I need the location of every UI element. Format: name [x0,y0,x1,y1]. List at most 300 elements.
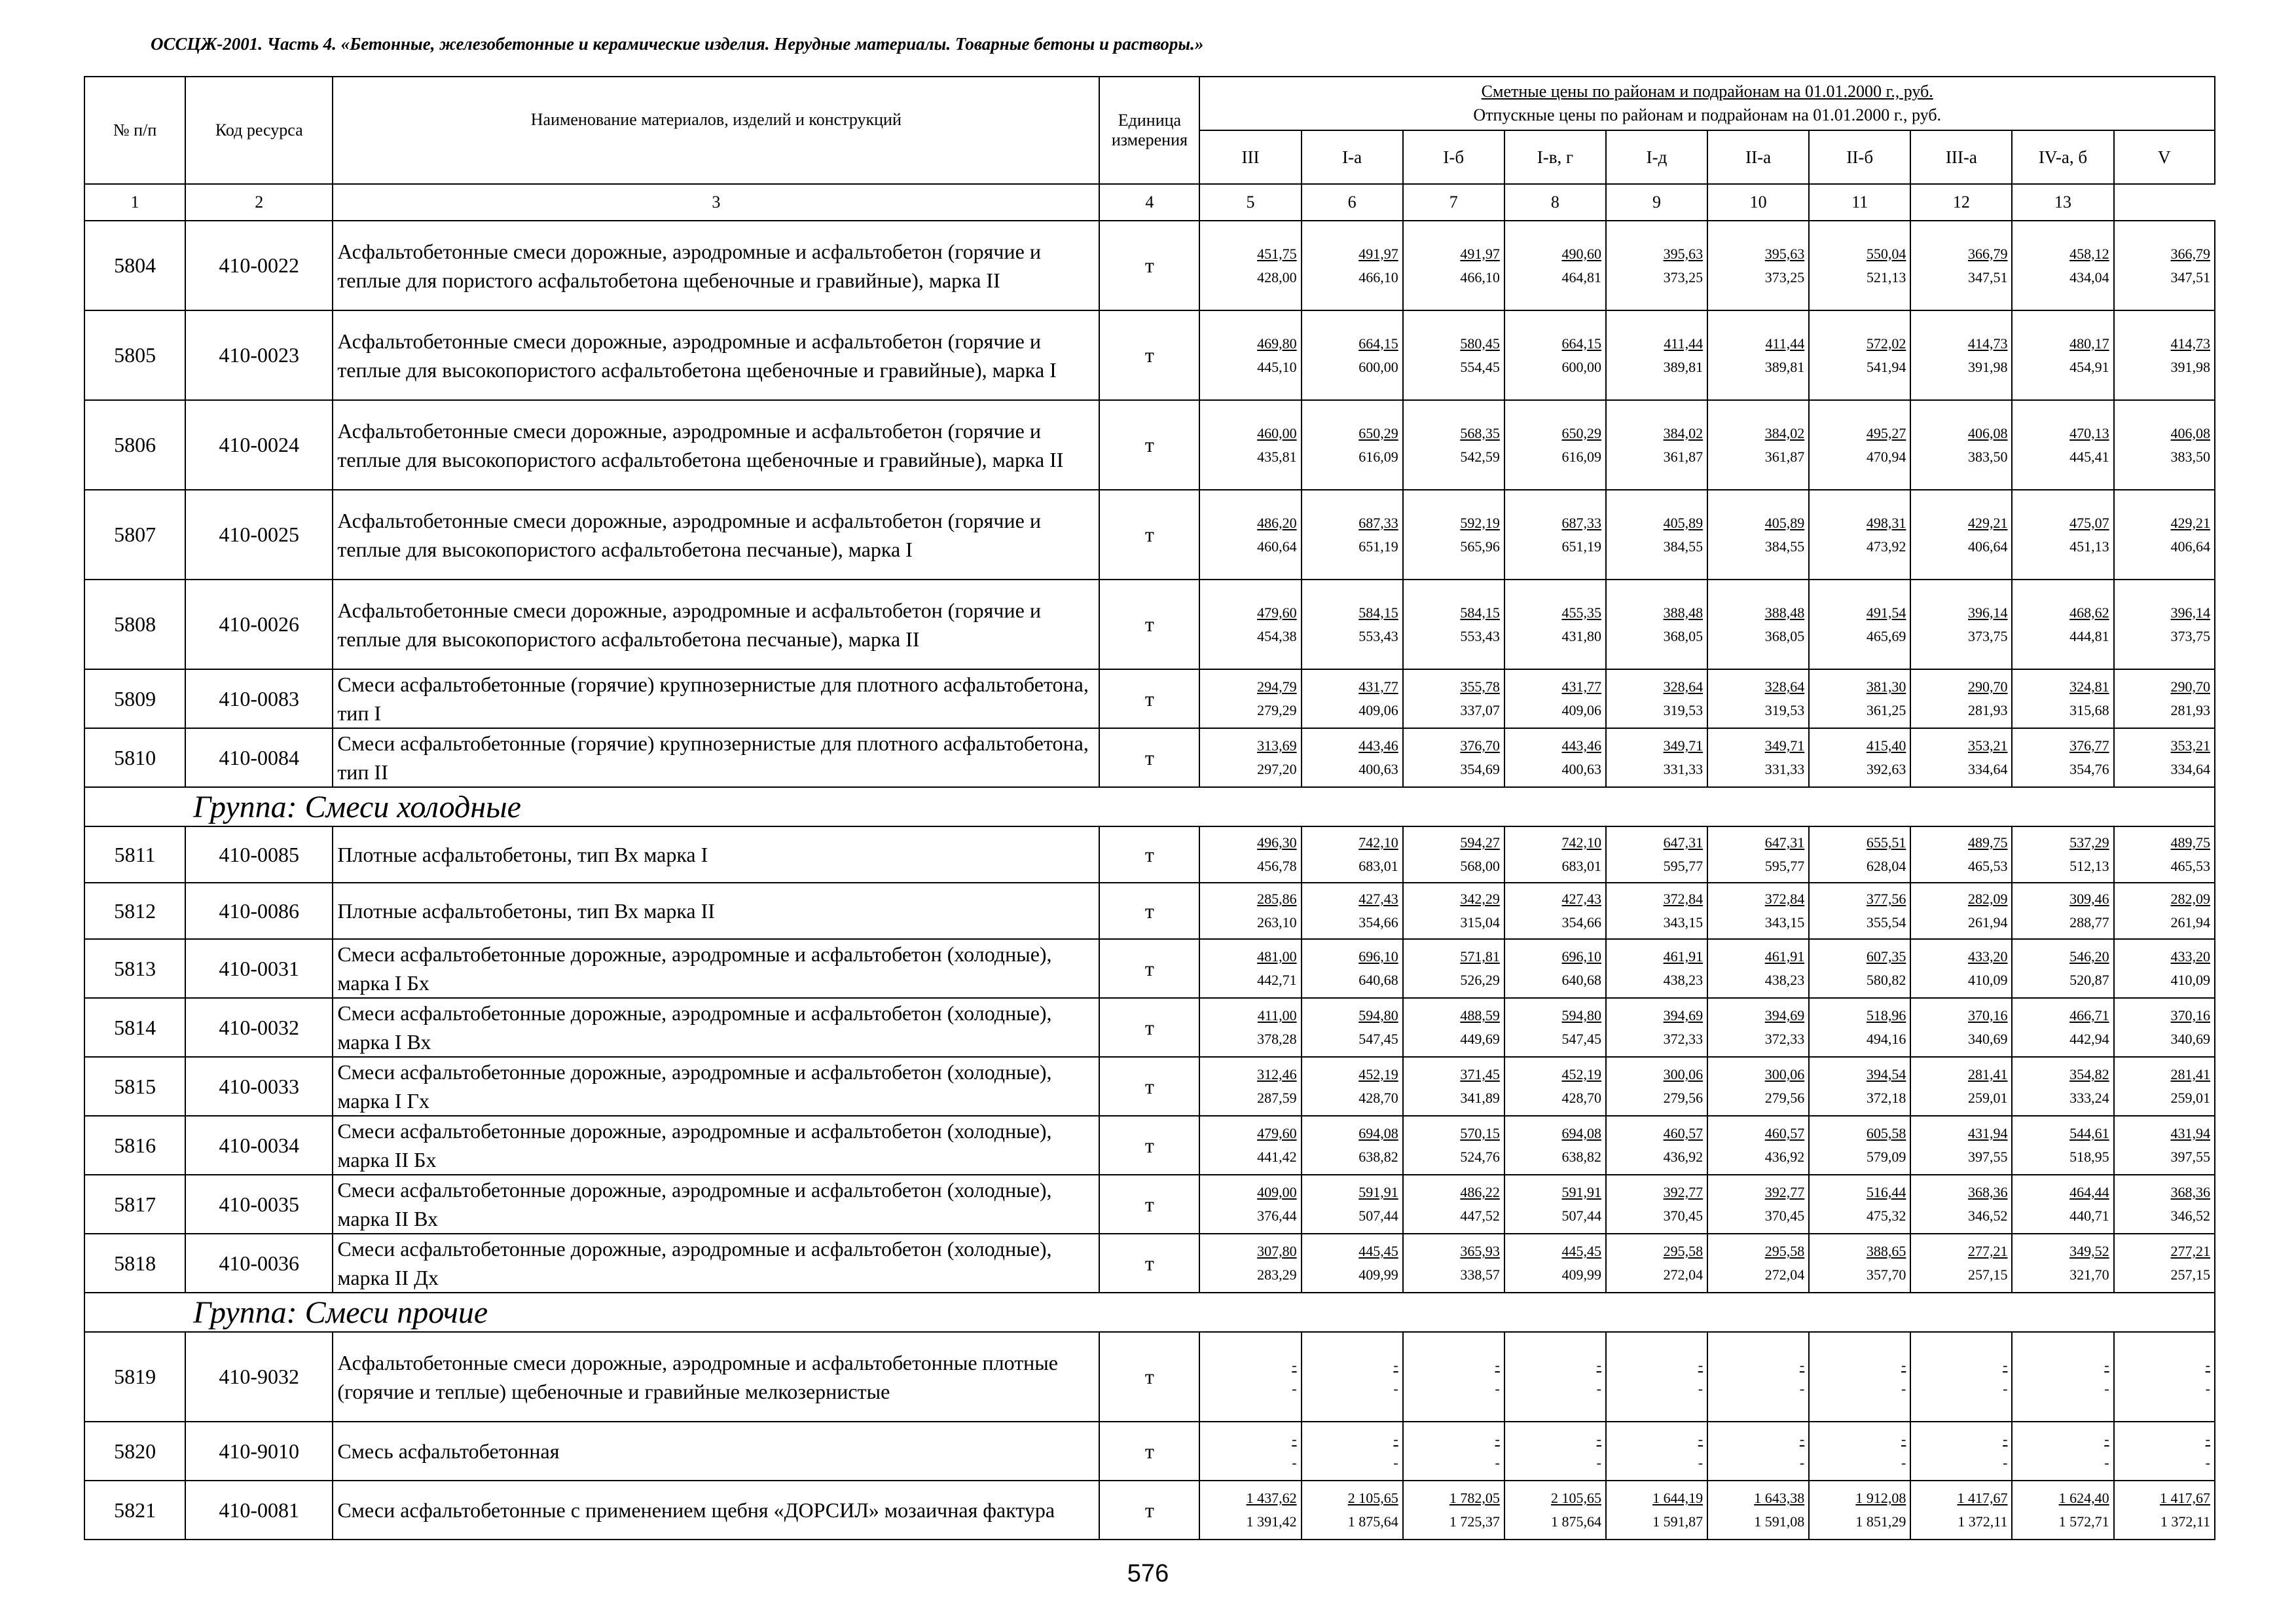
release-price: 297,20 [1257,761,1297,777]
release-price: 445,41 [2069,448,2109,465]
price-cell [1199,221,1301,310]
estimate-price: 295,58 [1663,1243,1704,1259]
table-row [84,1422,2215,1481]
release-price: 354,66 [1561,914,1601,931]
price-cell [1302,826,1403,883]
price-cell [1302,669,1403,728]
release-price: 343,15 [1663,914,1704,931]
estimate-price: 694,08 [1358,1125,1398,1141]
unit: т [1099,1057,1199,1116]
release-price: 651,19 [1358,538,1398,555]
release-price: 553,43 [1358,627,1398,644]
release-price: 600,00 [1561,358,1601,375]
unit: т [1099,1234,1199,1293]
release-price: - [2003,1454,2008,1471]
price-cell [1199,400,1301,490]
release-price: 494,16 [1866,1031,1906,1047]
price-cell [1606,669,1707,728]
unit: т [1099,400,1199,490]
price-cell [1302,1422,1403,1481]
estimate-price: 368,36 [2170,1184,2210,1200]
estimate-price: 647,31 [1663,834,1704,851]
release-price: 368,05 [1764,627,1805,644]
resource-code: 410-0032 [185,998,333,1057]
estimate-price: 309,46 [2069,891,2109,907]
release-price: 465,69 [1866,627,1906,644]
estimate-price: 489,75 [1967,834,2008,851]
column-number: 5 [1199,184,1301,221]
release-price: 315,68 [2069,702,2109,718]
resource-code: 410-0023 [185,310,333,400]
estimate-price: 664,15 [1561,335,1601,352]
release-price: 1 591,87 [1652,1513,1704,1530]
estimate-price: 431,77 [1561,678,1601,695]
price-cell [1707,826,1809,883]
estimate-price: 376,77 [2069,737,2109,754]
price-cell [1403,1057,1504,1116]
price-cell [1707,1481,1809,1540]
release-price: 319,53 [1764,702,1805,718]
price-cell [2012,826,2113,883]
estimate-price: 355,78 [1460,678,1500,695]
estimate-price: - [2003,1431,2008,1447]
price-cell [2012,669,2113,728]
release-price: - [1495,1454,1500,1471]
release-price: 354,76 [2069,761,2109,777]
estimate-price: 349,71 [1663,737,1704,754]
material-name: Асфальтобетонные смеси дорожные, аэродромные и асфальтобетон (горячие и теплые для высокопористого асфальтобетона щебеночные и гравийные), марка II [333,400,1099,490]
table-row [84,221,2215,310]
price-cell [1199,490,1301,580]
price-cell [1504,1175,1606,1234]
release-price: 507,44 [1561,1208,1601,1224]
release-price: 338,57 [1460,1266,1500,1283]
estimate-price: - [1292,1431,1297,1447]
price-cell [1809,1422,1910,1481]
region-header: IV-а, б [2012,130,2113,184]
estimate-price: 694,08 [1561,1125,1601,1141]
region-header: III-а [1910,130,2012,184]
release-price: 428,70 [1358,1090,1398,1106]
resource-code: 410-0022 [185,221,333,310]
release-price: 600,00 [1358,358,1398,375]
price-cell [1403,728,1504,787]
release-price: 279,56 [1764,1090,1805,1106]
estimate-price: 687,33 [1561,514,1601,531]
price-cell [1809,1057,1910,1116]
price-cell [1707,998,1809,1057]
release-price: 406,64 [1967,538,2008,555]
price-cell [1403,939,1504,998]
estimate-price: 498,31 [1866,514,1906,531]
header-prices-release: Отпускные цены по районам и подрайонам на 01.01.2000 г., руб. [1473,105,1942,124]
release-price: 454,38 [1257,627,1297,644]
estimate-price: 388,48 [1764,604,1805,621]
release-price: 466,10 [1358,268,1398,286]
estimate-price: 489,75 [2170,834,2210,851]
estimate-price: 394,69 [1764,1007,1805,1024]
price-cell [1403,998,1504,1057]
table-body [84,221,2215,1540]
estimate-price: 300,06 [1663,1066,1704,1082]
release-price: 438,23 [1764,972,1805,988]
price-cell [1606,1234,1707,1293]
release-price: 526,29 [1460,972,1500,988]
price-cell [2114,580,2215,669]
table-row [84,1057,2215,1116]
release-price: 331,33 [1764,761,1805,777]
price-cell [1504,998,1606,1057]
estimate-price: 2 105,65 [1347,1490,1398,1506]
price-cell [2114,939,2215,998]
resource-code: 410-9010 [185,1422,333,1481]
price-cell [1302,939,1403,998]
release-price: 409,06 [1358,702,1398,718]
estimate-price: 468,62 [2069,604,2109,621]
release-price: - [1698,1454,1704,1471]
price-cell [1707,939,1809,998]
estimate-price: 655,51 [1866,834,1906,851]
estimate-price: 516,44 [1866,1184,1906,1200]
price-cell [1606,580,1707,669]
release-price: 507,44 [1358,1208,1398,1224]
price-cell [2012,1234,2113,1293]
estimate-price: 406,08 [2170,424,2210,441]
estimate-price: - [2003,1356,2008,1373]
column-number: 3 [333,184,1099,221]
estimate-price: 571,81 [1460,948,1500,965]
unit: т [1099,998,1199,1057]
region-header: III [1199,130,1301,184]
price-cell [1199,998,1301,1057]
estimate-price: 455,35 [1561,604,1601,621]
estimate-price: 366,79 [2170,245,2210,262]
estimate-price: 411,44 [1765,335,1805,352]
estimate-price: 395,63 [1764,245,1805,262]
estimate-price: - [1292,1356,1297,1373]
price-cell [1302,1332,1403,1422]
release-price: 376,44 [1257,1208,1297,1224]
price-cell [1707,1234,1809,1293]
estimate-price: 664,15 [1358,335,1398,352]
release-price: 361,25 [1866,702,1906,718]
material-name: Асфальтобетонные смеси дорожные, аэродромные и асфальтобетонные плотные (горячие и теплые) щебеночные и гравийные мелкозернистые [333,1332,1099,1422]
estimate-price: 411,00 [1257,1007,1297,1024]
estimate-price: 376,70 [1460,737,1500,754]
material-name: Смеси асфальтобетонные (горячие) крупнозернистые для плотного асфальтобетона, тип I [333,669,1099,728]
price-cell [1302,400,1403,490]
release-price: 361,87 [1764,448,1805,465]
estimate-price: 1 624,40 [2058,1490,2109,1506]
release-price: 283,29 [1257,1266,1297,1283]
release-price: 438,23 [1663,972,1704,988]
price-cell [1809,998,1910,1057]
price-cell [1504,939,1606,998]
price-cell [2012,580,2113,669]
release-price: 518,95 [2069,1149,2109,1165]
release-price: 409,06 [1561,702,1601,718]
estimate-price: 544,61 [2069,1125,2109,1141]
header-prices-estimate: Сметные цены по районам и подрайонам на 01.01.2000 г., руб. [1481,82,1933,101]
price-cell [1504,826,1606,883]
estimate-price: 580,45 [1460,335,1500,352]
release-price: - [2104,1454,2109,1471]
estimate-price: 411,44 [1664,335,1704,352]
estimate-price: 481,00 [1257,948,1297,965]
release-price: 428,70 [1561,1090,1601,1106]
estimate-price: 429,21 [1967,514,2008,531]
release-price: 355,54 [1866,914,1906,931]
document-header: ОССЦЖ-2001. Часть 4. «Бетонные, железобетонные и керамические изделия. Нерудные материалы. Товарные бетоны и растворы.» [151,34,1204,54]
estimate-price: 1 417,67 [1957,1490,2008,1506]
price-cell [2114,400,2215,490]
price-cell [1403,1234,1504,1293]
estimate-price: 486,20 [1257,514,1297,531]
release-price: 257,15 [2170,1266,2210,1283]
price-cell [1809,1481,1910,1540]
column-number: 9 [1606,184,1707,221]
estimate-price: 300,06 [1764,1066,1805,1082]
unit: т [1099,580,1199,669]
estimate-price: 452,19 [1561,1066,1601,1082]
release-price: - [1901,1454,1906,1471]
estimate-price: 650,29 [1561,424,1601,441]
estimate-price: 742,10 [1561,834,1601,851]
estimate-price: 349,52 [2069,1243,2109,1259]
estimate-price: 353,21 [2170,737,2210,754]
estimate-price: 285,86 [1257,891,1297,907]
release-price: 409,99 [1561,1266,1601,1283]
release-price: 259,01 [2170,1090,2210,1106]
resource-code: 410-0033 [185,1057,333,1116]
price-cell [2114,1057,2215,1116]
price-cell [1199,1057,1301,1116]
estimate-price: 431,77 [1358,678,1398,695]
estimate-price: 496,30 [1257,834,1297,851]
price-cell [1403,826,1504,883]
release-price: - [1698,1380,1704,1397]
table-row [84,1481,2215,1540]
release-price: 361,87 [1663,448,1704,465]
column-number: 12 [1910,184,2012,221]
price-cell [2114,669,2215,728]
estimate-price: 433,20 [2170,948,2210,965]
price-cell [1199,1422,1301,1481]
release-price: 1 391,42 [1246,1513,1297,1530]
price-cell [2114,1332,2215,1422]
price-cell [2114,310,2215,400]
table-row [84,826,2215,883]
release-price: - [1292,1380,1297,1397]
resource-code: 410-0035 [185,1175,333,1234]
estimate-price: 490,60 [1561,245,1601,262]
estimate-price: 324,81 [2069,678,2109,695]
price-cell [1707,1332,1809,1422]
material-name: Смеси асфальтобетонные дорожные, аэродромные и асфальтобетон (холодные), марка II Вх [333,1175,1099,1234]
price-cell [1707,580,1809,669]
unit: т [1099,1332,1199,1422]
unit: т [1099,1481,1199,1540]
price-cell [1606,1175,1707,1234]
release-price: 261,94 [1967,914,2008,931]
estimate-price: 1 644,19 [1652,1490,1704,1506]
price-cell [1302,1234,1403,1293]
release-price: 370,45 [1663,1208,1704,1224]
estimate-price: 365,93 [1460,1243,1500,1259]
header-code: Код ресурса [185,77,333,184]
estimate-price: 591,91 [1561,1184,1601,1200]
row-number: 5818 [84,1234,185,1293]
price-cell [1403,310,1504,400]
table-row [84,490,2215,580]
release-price: 341,89 [1460,1090,1500,1106]
price-cell [1504,1116,1606,1175]
price-cell [1199,310,1301,400]
price-cell [2012,1175,2113,1234]
release-price: - [1596,1380,1601,1397]
estimate-price: - [1495,1356,1500,1373]
release-price: 444,81 [2069,627,2109,644]
release-price: 400,63 [1561,761,1601,777]
release-price: 541,94 [1866,358,1906,375]
estimate-price: 488,59 [1460,1007,1500,1024]
release-price: 315,04 [1460,914,1500,931]
row-number: 5808 [84,580,185,669]
price-cell [1504,1481,1606,1540]
release-price: 383,50 [1967,448,2008,465]
estimate-price: 568,35 [1460,424,1500,441]
price-cell [1403,1175,1504,1234]
resource-code: 410-9032 [185,1332,333,1422]
estimate-price: 395,63 [1663,245,1704,262]
estimate-price: - [2104,1431,2109,1447]
release-price: 409,99 [1358,1266,1398,1283]
estimate-price: 1 643,38 [1754,1490,1805,1506]
price-cell [1707,669,1809,728]
price-cell [2114,883,2215,939]
price-cell [2012,490,2113,580]
price-cell [1606,883,1707,939]
estimate-price: 479,60 [1257,1125,1297,1141]
estimate-price: 443,46 [1358,737,1398,754]
estimate-price: 405,89 [1663,514,1704,531]
estimate-price: 696,10 [1561,948,1601,965]
release-price: 346,52 [2170,1208,2210,1224]
release-price: 568,00 [1460,858,1500,874]
release-price: - [1799,1454,1805,1471]
price-cell [1809,1175,1910,1234]
release-price: 470,94 [1866,448,1906,465]
release-price: 370,45 [1764,1208,1805,1224]
material-name: Смеси асфальтобетонные дорожные, аэродромные и асфальтобетон (холодные), марка I Гх [333,1057,1099,1116]
release-price: - [1393,1454,1398,1471]
estimate-price: 647,31 [1764,834,1805,851]
price-cell [1606,826,1707,883]
row-number: 5820 [84,1422,185,1481]
header-prices [1199,77,2215,130]
estimate-price: 394,54 [1866,1066,1906,1082]
price-cell [1403,580,1504,669]
release-price: 354,66 [1358,914,1398,931]
row-number: 5809 [84,669,185,728]
release-price: 640,68 [1358,972,1398,988]
price-cell [1606,1481,1707,1540]
price-cell [1910,998,2012,1057]
region-header: I-а [1302,130,1403,184]
region-header: I-б [1403,130,1504,184]
release-price: 1 725,37 [1449,1513,1500,1530]
price-cell [1707,728,1809,787]
release-price: 347,51 [1967,268,2008,286]
price-cell [1910,826,2012,883]
column-number: 6 [1302,184,1403,221]
estimate-price: 392,77 [1764,1184,1805,1200]
price-cell [1199,939,1301,998]
estimate-price: 1 912,08 [1855,1490,1906,1506]
estimate-price: 605,58 [1866,1125,1906,1141]
release-price: 384,55 [1764,538,1805,555]
release-price: 257,15 [1967,1266,2008,1283]
price-cell [2114,998,2215,1057]
release-price: 373,25 [1764,268,1805,286]
table-row [84,1116,2215,1175]
price-cell [1809,580,1910,669]
estimate-price: 396,14 [2170,604,2210,621]
header-name: Наименование материалов, изделий и конструкций [333,77,1099,184]
estimate-price: 594,80 [1358,1007,1398,1024]
estimate-price: - [1698,1356,1704,1373]
release-price: 337,07 [1460,702,1500,718]
estimate-price: 282,09 [2170,891,2210,907]
estimate-price: 460,57 [1764,1125,1805,1141]
release-price: - [2205,1454,2210,1471]
estimate-price: 328,64 [1764,678,1805,695]
release-price: 553,43 [1460,627,1500,644]
estimate-price: - [1901,1356,1906,1373]
price-cell [1403,883,1504,939]
estimate-price: 370,16 [1967,1007,2008,1024]
resource-code: 410-0084 [185,728,333,787]
price-cell [1606,1332,1707,1422]
price-cell [2012,310,2113,400]
release-price: - [1596,1454,1601,1471]
unit: т [1099,310,1199,400]
price-cell [1910,883,2012,939]
price-cell [2114,221,2215,310]
release-price: 281,93 [2170,702,2210,718]
release-price: 447,52 [1460,1208,1500,1224]
header-unit: Единица измерения [1099,77,1199,184]
release-price: 475,32 [1866,1208,1906,1224]
estimate-price: - [1799,1431,1805,1447]
price-cell [1809,1234,1910,1293]
price-cell [1403,490,1504,580]
column-number: 7 [1403,184,1504,221]
release-price: 442,94 [2069,1031,2109,1047]
price-cell [1809,400,1910,490]
price-cell [1707,1057,1809,1116]
price-cell [1199,580,1301,669]
release-price: 340,69 [1967,1031,2008,1047]
release-price: 436,92 [1764,1149,1805,1165]
estimate-price: 696,10 [1358,948,1398,965]
region-header: I-д [1606,130,1707,184]
estimate-price: 342,29 [1460,891,1500,907]
release-price: 288,77 [2069,914,2109,931]
release-price: 319,53 [1663,702,1704,718]
release-price: 435,81 [1257,448,1297,465]
resource-code: 410-0086 [185,883,333,939]
